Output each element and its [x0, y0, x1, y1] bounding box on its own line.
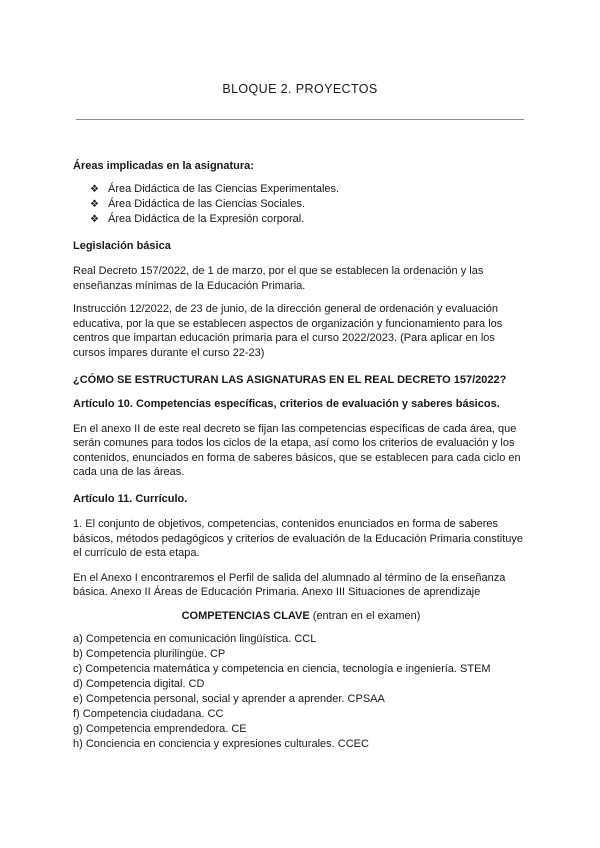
estructura-question: ¿CÓMO SE ESTRUCTURAN LAS ASIGNATURAS EN EL REAL DECRETO 157/2022?	[73, 373, 507, 386]
competencias-note: (entran en el examen)	[312, 609, 421, 622]
competencias-title: COMPETENCIAS CLAVE	[181, 609, 310, 622]
list-item: f) Competencia ciudadana. CC	[73, 707, 224, 720]
list-item	[90, 212, 529, 227]
articulo-10-text: En el anexo II de este real decreto se fijan las competencias específicas de cada área, que serán comunes para todos los ciclos de la etapa, así como los criterios de evaluación y los contenidos, enunciados en forma de saberes básicos, que se establecen para cada ciclo en cada una de las áreas.	[73, 422, 521, 479]
areas-heading: Áreas implicadas en la asignatura:	[73, 160, 254, 172]
competencias-heading	[73, 609, 529, 623]
title-divider	[76, 119, 524, 120]
page-title: BLOQUE 2. PROYECTOS	[222, 82, 378, 96]
diamond-bullet-icon: ❖	[90, 199, 99, 210]
legislacion-paragraph-1: Real Decreto 157/2022, de 1 de marzo, por el que se establecen la ordenación y las enseñanzas mínimas de la Educación Primaria.	[73, 265, 484, 292]
diamond-bullet-icon: ❖	[90, 184, 99, 195]
areas-list	[73, 182, 529, 227]
area-item-label: Área Didáctica de la Expresión corporal.	[108, 213, 305, 225]
list-item: g) Competencia emprendedora. CE	[73, 722, 247, 735]
articulo-11-text: 1. El conjunto de objetivos, competencias, contenidos enunciados en forma de saberes básicos, métodos pedagógicos y criterios de evaluación de la Educación Primaria constituye el currículo de esta etapa.	[73, 517, 524, 560]
list-item: e) Competencia personal, social y aprender a aprender. CPSAA	[73, 692, 385, 705]
articulo-11-heading: Artículo 11. Currículo.	[73, 492, 188, 505]
area-item-label: Área Didáctica de las Ciencias Sociales.	[108, 198, 305, 210]
competencias-list	[73, 632, 529, 752]
list-item: b) Competencia plurilingüe. CP	[73, 647, 226, 660]
articulo-10-heading: Artículo 10. Competencias específicas, criterios de evaluación y saberes básicos.	[73, 397, 500, 410]
list-item	[90, 182, 529, 197]
list-item: c) Competencia matemática y competencia en ciencia, tecnología e ingeniería. STEM	[73, 662, 491, 675]
legislacion-paragraph-2: Instrucción 12/2022, de 23 de junio, de la dirección general de ordenación y evaluación educativa, por la que se establecen aspectos de organización y funcionamiento para los centros que impartan educación primaria para el curso 2022/2023. (Para aplicar en los cursos impares durante el curso 22-23)	[73, 303, 503, 359]
list-item	[90, 197, 529, 212]
anexos-text: En el Anexo I encontraremos el Perfil de salida del alumnado al término de la enseñanza básica. Anexo II Áreas de Educación Primaria. Anexo III Situaciones de aprendizaje	[73, 571, 506, 599]
document-body	[73, 159, 529, 752]
list-item: d) Competencia digital. CD	[73, 677, 205, 690]
list-item: a) Competencia en comunicación lingüística. CCL	[73, 632, 317, 645]
list-item: h) Conciencia en conciencia y expresiones culturales. CCEC	[73, 737, 369, 750]
area-item-label: Área Didáctica de las Ciencias Experimentales.	[108, 183, 340, 195]
legislacion-heading: Legislación básica	[73, 240, 171, 252]
diamond-bullet-icon: ❖	[90, 214, 99, 225]
